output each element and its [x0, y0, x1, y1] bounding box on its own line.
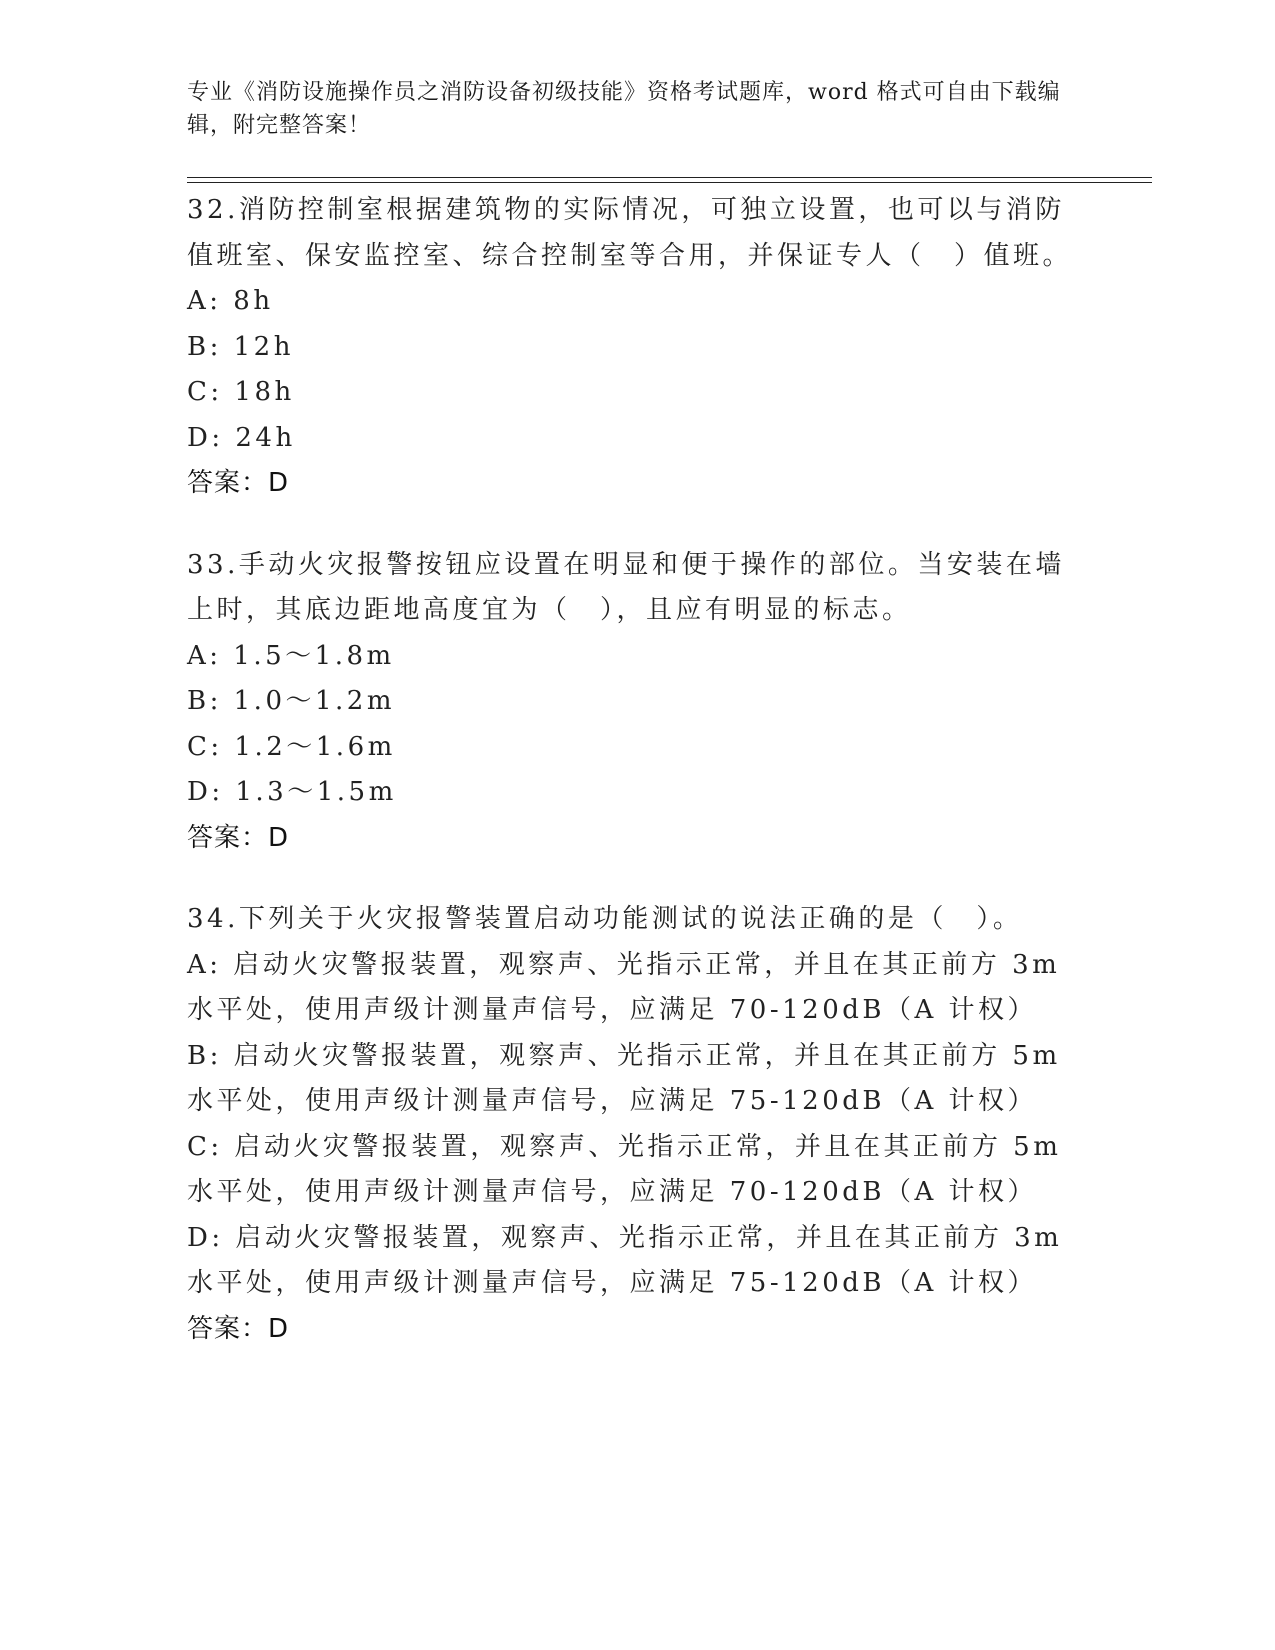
option-b: B: 1.0～1.2m: [187, 686, 395, 716]
question-stem: 33.手动火灾报警按钮应设置在明显和便于操作的部位。当安装在墙上时，其底边距地高度宜为（ ），且应有明显的标志。: [187, 549, 1065, 625]
option-a: A: 1.5～1.8m: [187, 640, 395, 671]
question-stem: 32.消防控制室根据建筑物的实际情况，可独立设置，也可以与消防值班室、保安监控室、综合控制室等合用，并保证专人（ ）值班。: [187, 195, 1073, 271]
option-d: D: 24h: [187, 422, 296, 453]
option-d: D: 启动火灾警报装置，观察声、光指示正常，并且在其正前方 3m 水平处，使用声级计测量声信号，应满足 75-120dB（A 计权）: [187, 1222, 1063, 1298]
answer: 答案：D: [187, 468, 290, 498]
option-b: B: 启动火灾警报装置，观察声、光指示正常，并且在其正前方 5m 水平处，使用声级计测量声信号，应满足 75-120dB（A 计权）: [187, 1040, 1061, 1116]
answer: 答案：D: [187, 822, 290, 853]
question-34: [187, 897, 1087, 1352]
option-c: C: 启动火灾警报装置，观察声、光指示正常，并且在其正前方 5m 水平处，使用声级计测量声信号，应满足 70-120dB（A 计权）: [187, 1131, 1062, 1207]
question-stem: 34.下列关于火灾报警装置启动功能测试的说法正确的是（ ）。: [187, 904, 1023, 934]
answer: 答案：D: [187, 1313, 290, 1344]
option-d: D: 1.3～1.5m: [187, 777, 397, 807]
question-33: [187, 543, 1087, 862]
option-c: C: 1.2～1.6m: [187, 731, 396, 762]
question-list: [187, 188, 1087, 1388]
option-a: A: 8h: [187, 286, 274, 316]
option-b: B: 12h: [187, 331, 294, 362]
document-header: 专业《消防设施操作员之消防设备初级技能》资格考试题库，word 格式可自由下载编辑，附完整答案！: [187, 80, 1061, 138]
option-a: A: 启动火灾警报装置，观察声、光指示正常，并且在其正前方 3m 水平处，使用声级计测量声信号，应满足 70-120dB（A 计权）: [187, 949, 1061, 1025]
header-divider-top: [187, 177, 1152, 178]
option-c: C: 18h: [187, 377, 295, 407]
header-divider-bottom: [187, 182, 1152, 183]
question-32: [187, 188, 1087, 507]
